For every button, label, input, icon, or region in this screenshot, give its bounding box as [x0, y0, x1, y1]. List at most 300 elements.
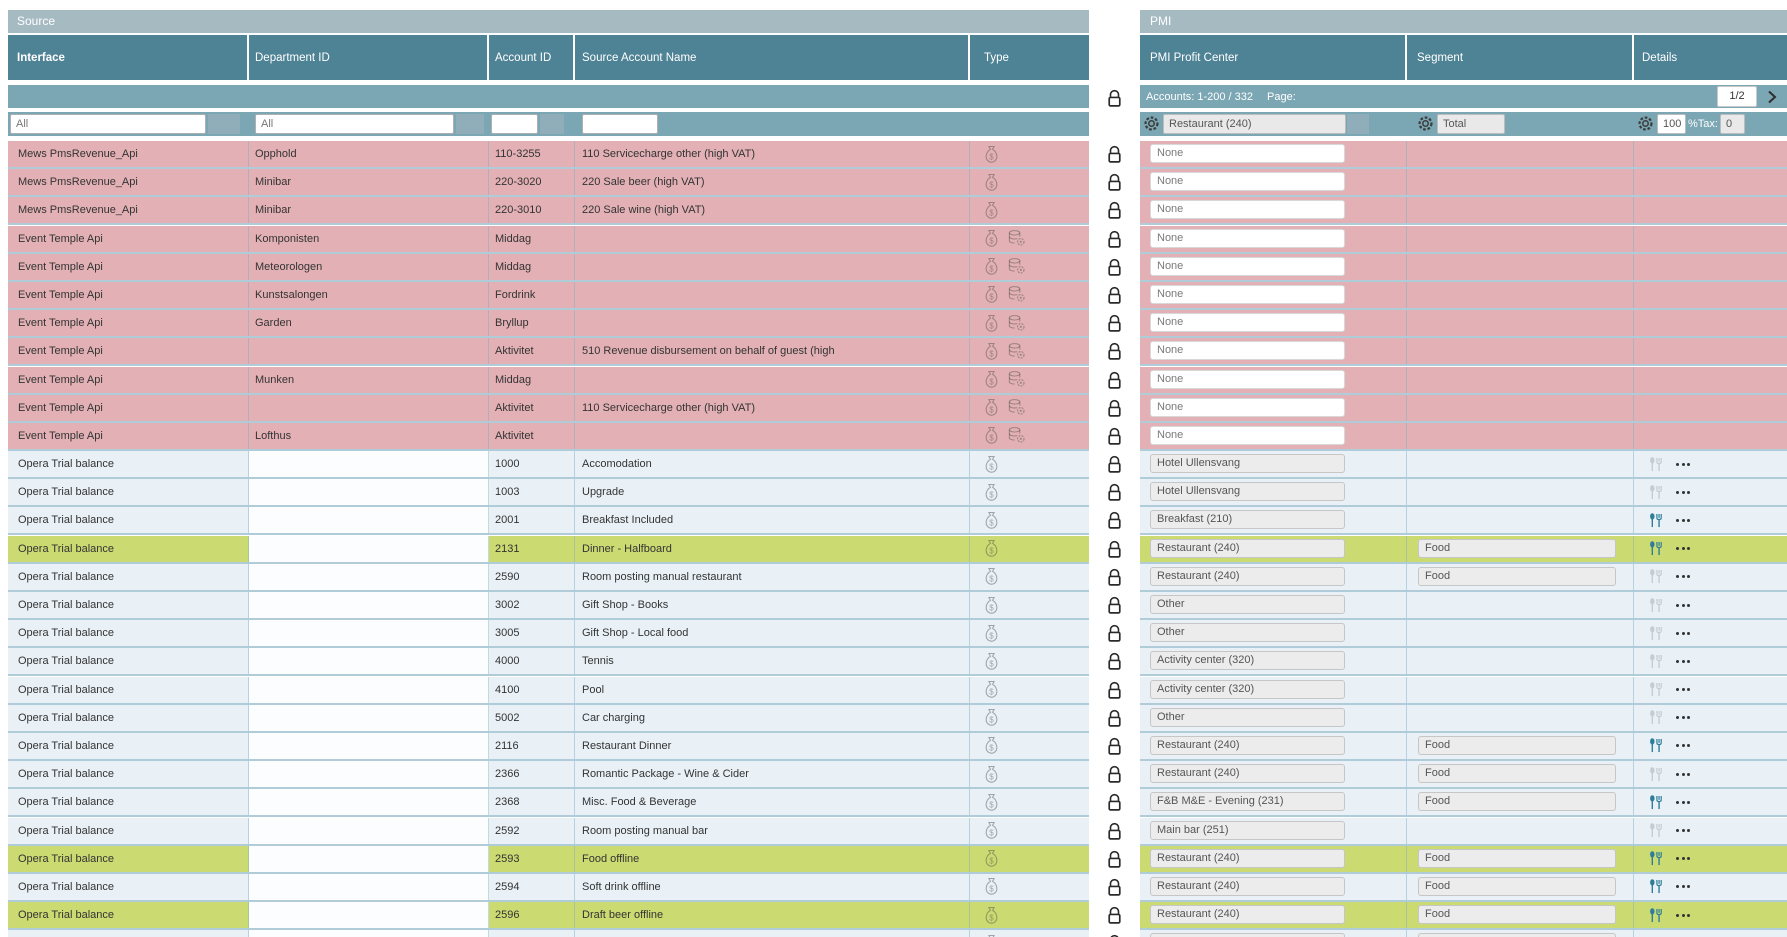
cell-source-account-name: Room posting manual restaurant [575, 564, 970, 590]
cutlery-icon[interactable] [1648, 710, 1663, 725]
row-lock-cell [1089, 874, 1140, 902]
segment-select[interactable]: Food [1418, 877, 1616, 896]
more-options-icon[interactable] [1676, 491, 1690, 494]
database-gear-icon [1007, 370, 1026, 389]
cell-source-account-name: Romantic Package - Wine & Cider [575, 761, 970, 787]
more-options-icon[interactable] [1676, 716, 1690, 719]
accounts-count-label: Accounts: 1-200 / 332 [1146, 90, 1254, 103]
lock-icon[interactable] [1107, 145, 1122, 164]
more-options-icon[interactable] [1676, 857, 1690, 860]
lock-icon[interactable] [1107, 371, 1122, 390]
cell-department-id: Garden [249, 310, 489, 336]
database-gear-icon [1007, 285, 1026, 304]
profit-center-select[interactable]: Restaurant (240) [1150, 764, 1345, 783]
lock-icon[interactable] [1107, 540, 1122, 559]
header-details[interactable]: Details [1642, 51, 1678, 64]
lock-icon[interactable] [1107, 652, 1122, 671]
profit-center-select[interactable]: None [1150, 172, 1345, 191]
cutlery-icon[interactable] [1648, 457, 1663, 472]
lock-icon[interactable] [1107, 455, 1122, 474]
cutlery-icon[interactable] [1648, 626, 1663, 641]
cell-pmi-profit-center [1140, 677, 1407, 703]
lock-icon[interactable] [1107, 286, 1122, 305]
profit-center-select[interactable]: F&B M&E - Evening (231) [1150, 792, 1345, 811]
cell-department-id [249, 536, 489, 562]
profit-center-select[interactable] [1150, 933, 1345, 937]
row-lock-cell [1089, 479, 1140, 507]
more-options-icon[interactable] [1676, 914, 1690, 917]
profit-center-select[interactable]: None [1150, 144, 1345, 163]
header-pmi-profit-center[interactable]: PMI Profit Center [1140, 35, 1407, 80]
profit-center-select[interactable]: Other [1150, 708, 1345, 727]
segment-select[interactable]: Food [1418, 539, 1616, 558]
cell-type [970, 226, 1089, 252]
source-row-part [8, 479, 1089, 507]
cell-department-id [249, 761, 489, 787]
lock-icon[interactable] [1107, 624, 1122, 643]
cell-pmi-profit-center [1140, 930, 1407, 937]
cell-department-id [249, 338, 489, 364]
cell-segment [1407, 818, 1634, 844]
source-row-part [8, 141, 1089, 169]
cell-source-account-name: Upgrade [575, 479, 970, 505]
profit-center-select[interactable]: Other [1150, 595, 1345, 614]
lock-icon[interactable] [1107, 230, 1122, 249]
money-bag-icon [984, 906, 999, 925]
tax-filter-box[interactable]: 0 [1720, 114, 1745, 134]
lock-icon[interactable] [1107, 878, 1122, 897]
header-interface[interactable]: Interface [8, 35, 249, 80]
cell-source-account-name: Restaurant Dinner [575, 733, 970, 759]
segment-select[interactable]: Food [1418, 764, 1616, 783]
cell-details [1634, 451, 1787, 477]
source-row-part [8, 226, 1089, 254]
cell-segment [1407, 620, 1634, 646]
cell-type [970, 818, 1089, 844]
pmi-row-part [1140, 507, 1787, 535]
cell-segment [1407, 254, 1634, 280]
cell-details [1634, 141, 1787, 167]
source-row-part [8, 564, 1089, 592]
lock-icon[interactable] [1107, 709, 1122, 728]
cell-type [970, 874, 1089, 900]
source-row-part [8, 761, 1089, 789]
account-id-filter-dropdown[interactable] [540, 114, 564, 134]
more-options-icon[interactable] [1676, 604, 1690, 607]
cell-source-account-name: Accomodation [575, 451, 970, 477]
account-id-filter-input[interactable] [491, 114, 538, 134]
more-options-icon[interactable] [1676, 773, 1690, 776]
cell-pmi-profit-center [1140, 141, 1407, 167]
lock-icon[interactable] [1107, 201, 1122, 220]
cutlery-icon[interactable] [1648, 541, 1663, 556]
cell-source-account-name [575, 282, 970, 308]
cell-source-account-name: Dinner - Halfboard [575, 536, 970, 562]
cell-interface: Event Temple Api [8, 282, 249, 308]
money-bag-icon [984, 173, 999, 192]
cutlery-icon[interactable] [1648, 569, 1663, 584]
cell-details [1634, 874, 1787, 900]
cell-source-account-name: 220 Sale wine (high VAT) [575, 197, 970, 223]
table-row [8, 733, 1787, 761]
database-gear-icon [1007, 398, 1026, 417]
lock-icon[interactable] [1107, 822, 1122, 841]
database-gear-icon [1007, 314, 1026, 333]
more-options-icon[interactable] [1676, 688, 1690, 691]
row-lock-cell [1089, 733, 1140, 761]
cutlery-icon[interactable] [1648, 767, 1663, 782]
source-row-part [8, 338, 1089, 366]
more-options-icon[interactable] [1676, 744, 1690, 747]
table-row [8, 818, 1787, 846]
lock-icon[interactable] [1107, 737, 1122, 756]
page-label: Page: [1267, 90, 1296, 103]
segment-select[interactable]: Food [1418, 567, 1616, 586]
cell-interface: Opera Trial balance [8, 451, 249, 477]
cell-source-account-name: 110 Servicecharge other (high VAT) [575, 141, 970, 167]
cutlery-icon[interactable] [1648, 823, 1663, 838]
cell-type [970, 536, 1089, 562]
money-bag-icon [984, 793, 999, 812]
source-row-part [8, 677, 1089, 705]
cell-account-id: Aktivitet [489, 395, 575, 421]
account-name-filter-input[interactable] [582, 114, 658, 134]
segment-select[interactable]: Food [1418, 792, 1616, 811]
profit-center-select[interactable]: Breakfast (210) [1150, 510, 1345, 529]
table-row [8, 479, 1787, 507]
cell-type [970, 451, 1089, 477]
pmi-row-part [1140, 367, 1787, 395]
table-row [8, 930, 1787, 937]
cell-account-id: Middag [489, 254, 575, 280]
table-row [8, 705, 1787, 733]
cell-account-id: 2594 [489, 874, 575, 900]
header-department-id[interactable]: Department ID [249, 35, 489, 80]
cell-account-id: 2593 [489, 846, 575, 872]
filter-gap [1089, 112, 1140, 136]
source-row-part [8, 648, 1089, 676]
profit-center-select[interactable]: Activity center (320) [1150, 651, 1345, 670]
interface-filter-input[interactable] [10, 114, 206, 134]
pmi-section-title: PMI [1140, 10, 1787, 33]
cell-pmi-profit-center [1140, 507, 1407, 533]
pmi-row-part [1140, 930, 1787, 937]
profit-center-select[interactable]: Restaurant (240) [1150, 905, 1345, 924]
cell-department-id [249, 451, 489, 477]
money-bag-icon [984, 398, 999, 417]
page-number-box[interactable]: 1/2 [1717, 86, 1757, 107]
cell-source-account-name: Draft beer offline [575, 902, 970, 928]
pager-band [8, 85, 1787, 108]
cutlery-icon[interactable] [1648, 908, 1663, 923]
source-row-part [8, 874, 1089, 902]
cell-pmi-profit-center [1140, 564, 1407, 590]
cell-type [970, 169, 1089, 195]
cell-source-account-name [575, 226, 970, 252]
lock-icon[interactable] [1107, 89, 1122, 108]
cell-segment [1407, 733, 1634, 759]
pmi-row-part [1140, 846, 1787, 874]
profit-center-select[interactable]: None [1150, 341, 1345, 360]
cell-type [970, 564, 1089, 590]
cell-pmi-profit-center [1140, 423, 1407, 449]
lock-icon[interactable] [1107, 906, 1122, 925]
cell-segment [1407, 592, 1634, 618]
segment-select[interactable] [1418, 933, 1616, 937]
source-row-part [8, 197, 1089, 225]
profit-center-select[interactable]: Restaurant (240) [1150, 877, 1345, 896]
table-row [8, 507, 1787, 535]
cell-account-id: Fordrink [489, 282, 575, 308]
more-options-icon[interactable] [1676, 547, 1690, 550]
profit-center-select[interactable]: Hotel Ullensvang [1150, 482, 1345, 501]
next-page-button[interactable] [1757, 85, 1787, 108]
more-options-icon[interactable] [1676, 575, 1690, 578]
gear-icon[interactable] [1417, 115, 1434, 132]
source-row-part [8, 592, 1089, 620]
money-bag-icon [984, 370, 999, 389]
more-options-icon[interactable] [1676, 632, 1690, 635]
cell-account-id: 2368 [489, 789, 575, 815]
department-filter-input[interactable] [255, 114, 454, 134]
lock-icon[interactable] [1107, 850, 1122, 869]
money-bag-icon [984, 624, 999, 643]
cell-segment [1407, 874, 1634, 900]
cell-department-id [249, 930, 489, 937]
cutlery-icon[interactable] [1648, 879, 1663, 894]
cell-details [1634, 846, 1787, 872]
cutlery-icon[interactable] [1648, 682, 1663, 697]
pmi-row-part [1140, 564, 1787, 592]
header-source-account-name[interactable]: Source Account Name [575, 35, 970, 80]
source-section-title: Source [8, 10, 1089, 33]
cell-interface: Mews PmsRevenue_Api [8, 141, 249, 167]
cell-segment [1407, 930, 1634, 937]
cell-segment [1407, 536, 1634, 562]
cell-account-id: 2592 [489, 818, 575, 844]
row-lock-cell [1089, 818, 1140, 846]
cell-type [970, 677, 1089, 703]
money-bag-icon [984, 426, 999, 445]
cutlery-icon[interactable] [1648, 795, 1663, 810]
cell-details [1634, 395, 1787, 421]
cell-details [1634, 254, 1787, 280]
cell-department-id: Minibar [249, 197, 489, 223]
profit-center-select[interactable]: None [1150, 313, 1345, 332]
profit-center-select[interactable]: None [1150, 370, 1345, 389]
row-lock-cell [1089, 536, 1140, 564]
source-row-part [8, 902, 1089, 930]
profit-center-select[interactable]: None [1150, 285, 1345, 304]
cell-interface: Opera Trial balance [8, 536, 249, 562]
lock-icon[interactable] [1107, 173, 1122, 192]
cell-pmi-profit-center [1140, 451, 1407, 477]
lock-icon[interactable] [1107, 511, 1122, 530]
table-row [8, 226, 1787, 254]
interface-filter-dropdown[interactable] [208, 114, 240, 134]
cell-type [970, 310, 1089, 336]
cutlery-icon[interactable] [1648, 654, 1663, 669]
tax-label: %Tax: [1688, 118, 1718, 130]
pmi-row-part [1140, 226, 1787, 254]
cell-details [1634, 536, 1787, 562]
cell-details [1634, 226, 1787, 252]
cell-pmi-profit-center [1140, 733, 1407, 759]
cell-source-account-name: Pool [575, 677, 970, 703]
table-row [8, 846, 1787, 874]
segment-select[interactable]: Food [1418, 849, 1616, 868]
table-row [8, 282, 1787, 310]
cell-source-account-name: Gift Shop - Local food [575, 620, 970, 646]
money-bag-icon [984, 821, 999, 840]
table-row [8, 367, 1787, 395]
row-lock-cell [1089, 648, 1140, 676]
cutlery-icon[interactable] [1648, 851, 1663, 866]
row-lock-cell [1089, 620, 1140, 648]
cell-details [1634, 367, 1787, 393]
profit-center-select[interactable]: Hotel Ullensvang [1150, 454, 1345, 473]
profit-center-select[interactable]: None [1150, 257, 1345, 276]
cell-department-id [249, 902, 489, 928]
gear-icon[interactable] [1143, 115, 1160, 132]
segment-select[interactable]: Food [1418, 905, 1616, 924]
pmi-row-part [1140, 254, 1787, 282]
cell-interface: Mews PmsRevenue_Api [8, 197, 249, 223]
cell-details [1634, 197, 1787, 223]
table-row [8, 564, 1787, 592]
row-lock-cell [1089, 254, 1140, 282]
pmi-row-part [1140, 677, 1787, 705]
header-type[interactable]: Type [984, 51, 1009, 64]
pmi-row-part [1140, 395, 1787, 423]
cell-pmi-profit-center [1140, 169, 1407, 195]
more-options-icon[interactable] [1676, 829, 1690, 832]
lock-icon[interactable] [1107, 596, 1122, 615]
cell-pmi-profit-center [1140, 395, 1407, 421]
cutlery-icon[interactable] [1648, 738, 1663, 753]
cell-account-id: Bryllup [489, 310, 575, 336]
pmi-row-part [1140, 705, 1787, 733]
profit-center-select[interactable]: Restaurant (240) [1150, 567, 1345, 586]
cell-source-account-name: Room posting manual bar [575, 818, 970, 844]
lock-icon[interactable] [1107, 427, 1122, 446]
more-options-icon[interactable] [1676, 463, 1690, 466]
row-lock-cell [1089, 761, 1140, 789]
cell-segment [1407, 197, 1634, 223]
profit-center-select[interactable]: Activity center (320) [1150, 680, 1345, 699]
table-row [8, 395, 1787, 423]
lock-icon[interactable] [1107, 258, 1122, 277]
header-segment[interactable]: Segment [1407, 35, 1634, 80]
cell-interface: Opera Trial balance [8, 789, 249, 815]
cell-type [970, 733, 1089, 759]
cell-details [1634, 169, 1787, 195]
lock-icon[interactable] [1107, 399, 1122, 418]
filter-band [8, 112, 1787, 136]
database-gear-icon [1007, 342, 1026, 361]
profit-center-select[interactable]: None [1150, 426, 1345, 445]
profit-center-select[interactable]: Restaurant (240) [1150, 849, 1345, 868]
cell-account-id: 4100 [489, 677, 575, 703]
lock-icon[interactable] [1107, 765, 1122, 784]
lock-icon[interactable] [1107, 793, 1122, 812]
gear-icon[interactable] [1637, 115, 1654, 132]
cell-department-id: Meteorologen [249, 254, 489, 280]
percent-filter-box[interactable]: 100 [1657, 114, 1686, 134]
lock-icon[interactable] [1107, 568, 1122, 587]
money-bag-icon [984, 736, 999, 755]
pmi-row-part [1140, 620, 1787, 648]
cell-source-account-name: Gift Shop - Books [575, 592, 970, 618]
department-filter-dropdown[interactable] [456, 114, 484, 134]
profit-center-select[interactable]: Restaurant (240) [1150, 539, 1345, 558]
pmi-row-part [1140, 282, 1787, 310]
cell-account-id: Middag [489, 226, 575, 252]
lock-icon[interactable] [1107, 681, 1122, 700]
money-bag-icon [984, 652, 999, 671]
source-row-part [8, 310, 1089, 338]
cell-interface: Opera Trial balance [8, 564, 249, 590]
more-options-icon[interactable] [1676, 885, 1690, 888]
row-lock-cell [1089, 507, 1140, 535]
cell-details [1634, 733, 1787, 759]
cutlery-icon[interactable] [1648, 513, 1663, 528]
cell-department-id [249, 564, 489, 590]
profit-center-select[interactable]: None [1150, 398, 1345, 417]
cell-department-id [249, 620, 489, 646]
lock-icon[interactable] [1107, 314, 1122, 333]
cell-interface: Opera Trial balance [8, 761, 249, 787]
pmi-row-part [1140, 789, 1787, 817]
cell-source-account-name: 510 Revenue disbursement on behalf of guest (high [575, 338, 970, 364]
cutlery-icon[interactable] [1648, 485, 1663, 500]
mapping-table-rows [8, 141, 1787, 937]
cell-segment [1407, 846, 1634, 872]
cell-segment [1407, 761, 1634, 787]
cell-department-id [249, 846, 489, 872]
more-options-icon[interactable] [1676, 660, 1690, 663]
cell-account-id [489, 930, 575, 937]
header-account-id[interactable]: Account ID [489, 35, 575, 80]
lock-icon[interactable] [1107, 342, 1122, 361]
cell-department-id [249, 677, 489, 703]
profit-center-select[interactable]: None [1150, 229, 1345, 248]
segment-filter-box[interactable]: Total [1437, 114, 1505, 134]
cell-source-account-name [575, 930, 970, 937]
more-options-icon[interactable] [1676, 801, 1690, 804]
table-row [8, 648, 1787, 676]
more-options-icon[interactable] [1676, 519, 1690, 522]
cell-source-account-name: 220 Sale beer (high VAT) [575, 169, 970, 195]
profit-center-select[interactable]: Main bar (251) [1150, 821, 1345, 840]
row-lock-cell [1089, 367, 1140, 395]
profit-center-select[interactable]: None [1150, 200, 1345, 219]
money-bag-icon [984, 314, 999, 333]
table-row [8, 874, 1787, 902]
profit-center-select[interactable]: Other [1150, 623, 1345, 642]
profit-center-select[interactable]: Restaurant (240) [1150, 736, 1345, 755]
cell-type [970, 254, 1089, 280]
segment-select[interactable]: Food [1418, 736, 1616, 755]
table-row [8, 338, 1787, 366]
cell-account-id: 4000 [489, 648, 575, 674]
lock-icon[interactable] [1107, 483, 1122, 502]
cutlery-icon[interactable] [1648, 598, 1663, 613]
cell-segment [1407, 564, 1634, 590]
profit-center-filter-box[interactable]: Restaurant (240) [1163, 114, 1346, 134]
cell-department-id: Opphold [249, 141, 489, 167]
profit-center-filter-dropdown[interactable] [1347, 114, 1369, 134]
